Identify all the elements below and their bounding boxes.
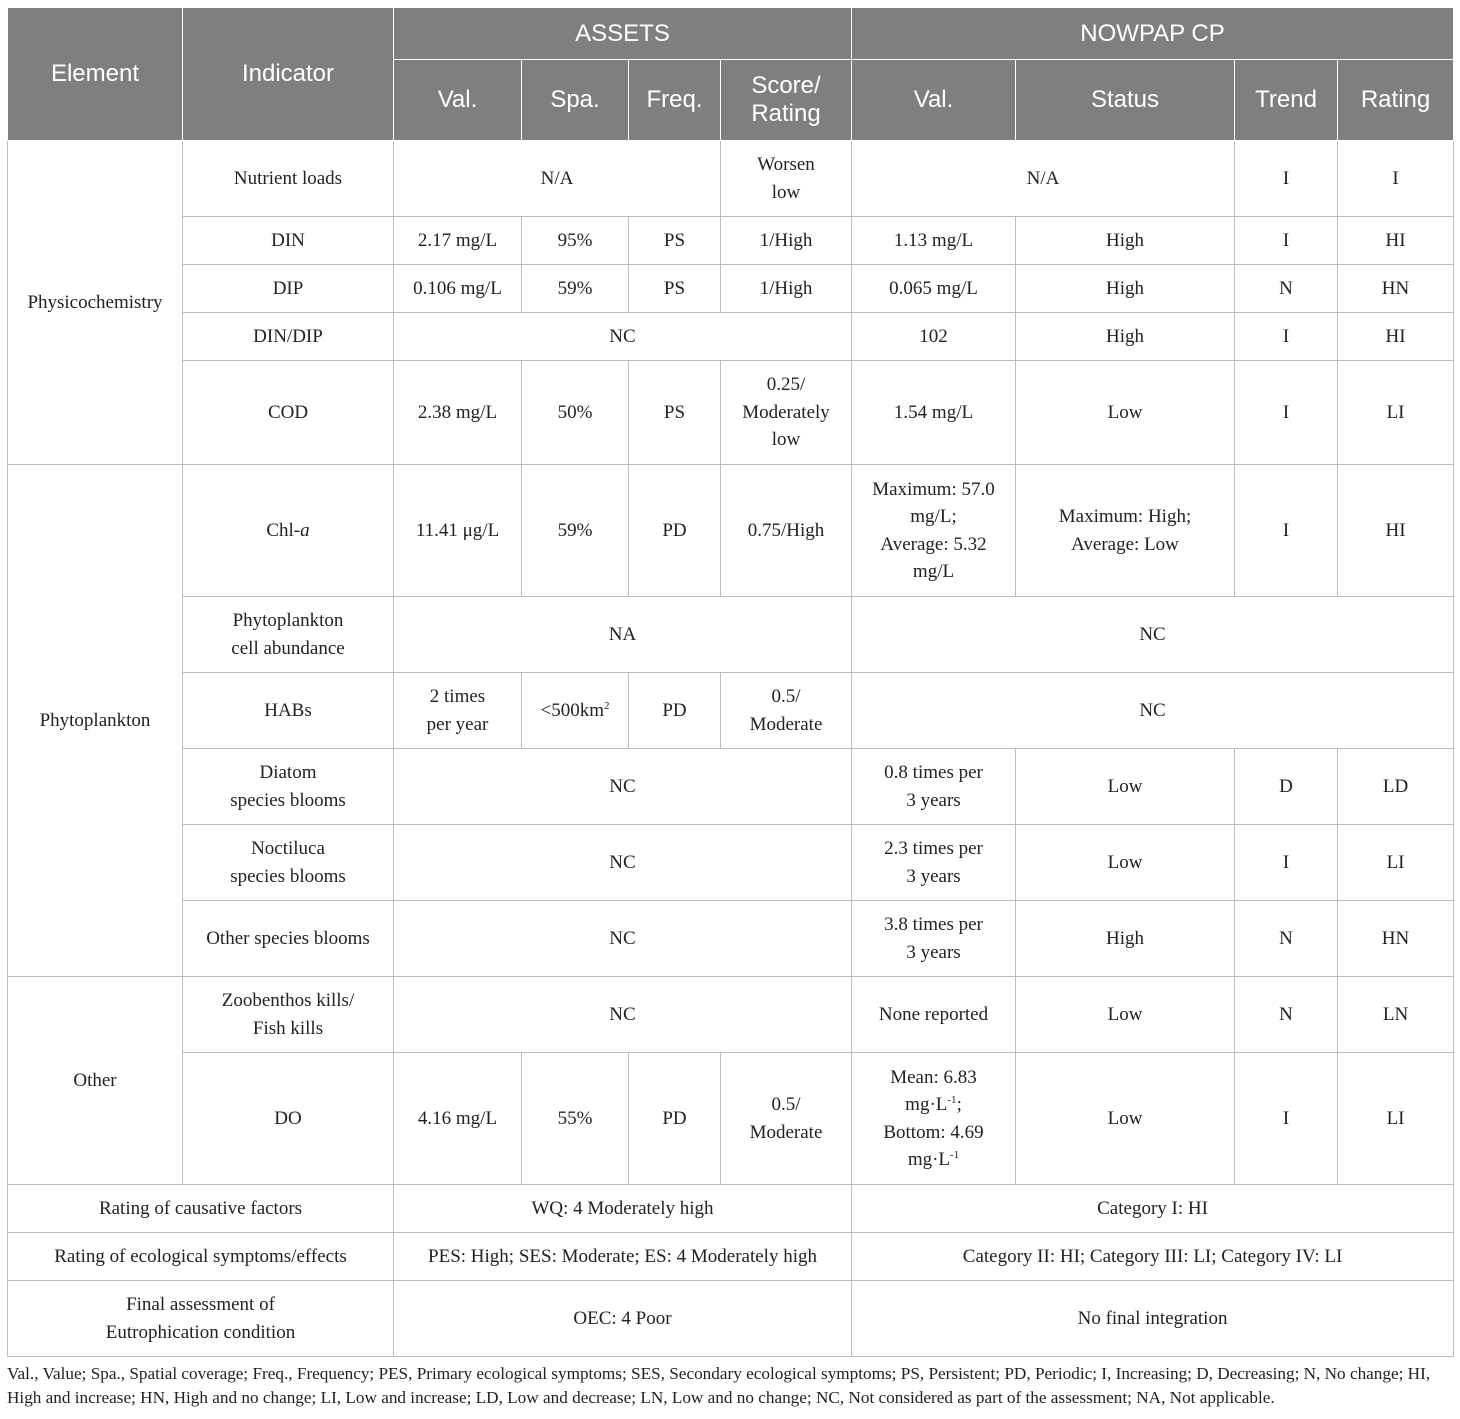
assets-merged-cell: NC [394, 313, 852, 361]
freq-cell: PD [629, 465, 721, 597]
do-mean-unit-exp: -1 [947, 1094, 957, 1106]
spa-cell: 55% [522, 1053, 629, 1185]
score-cell: 0.25/ Moderately low [721, 361, 852, 465]
spa-cell: 59% [522, 265, 629, 313]
table-row [8, 217, 1454, 265]
spa-value: <500km [540, 699, 604, 721]
spa-cell: 59% [522, 465, 629, 597]
trend-cell: I [1235, 825, 1338, 901]
group-phytoplankton: Phytoplankton [8, 465, 183, 977]
indicator-prefix: Chl- [266, 519, 301, 541]
freq-cell: PD [629, 1053, 721, 1185]
indicator-cell: DIN/DIP [183, 313, 394, 361]
score-cell: 1/High [721, 217, 852, 265]
header-element: Element [8, 8, 183, 141]
rating-cell: HI [1338, 217, 1454, 265]
assets-merged-cell: NC [394, 977, 852, 1053]
nowpap-val-cell: 1.13 mg/L [852, 217, 1016, 265]
spa-cell: 50% [522, 361, 629, 465]
trend-cell: I [1235, 141, 1338, 217]
do-mean-unit: mg·L [905, 1094, 948, 1115]
rating-cell: LI [1338, 361, 1454, 465]
trend-cell: I [1235, 217, 1338, 265]
table-row [8, 361, 1454, 465]
rating-cell: HI [1338, 313, 1454, 361]
score-cell: Worsen low [721, 141, 852, 217]
nowpap-val-cell: 1.54 mg/L [852, 361, 1016, 465]
trend-cell: I [1235, 313, 1338, 361]
summary-nowpap: Category II: HI; Category III: LI; Category IV: LI [852, 1233, 1454, 1281]
status-cell: Low [1016, 749, 1235, 825]
table-row [8, 141, 1454, 217]
assets-merged-cell: NC [394, 901, 852, 977]
nowpap-val-cell: 2.3 times per 3 years [852, 825, 1016, 901]
freq-cell: PS [629, 217, 721, 265]
summary-label: Rating of ecological symptoms/effects [8, 1233, 394, 1281]
indicator-cell: Nutrient loads [183, 141, 394, 217]
assets-merged-cell: NC [394, 749, 852, 825]
table-header [8, 8, 1454, 141]
table-row [8, 1053, 1454, 1185]
rating-cell: HI [1338, 465, 1454, 597]
header-nowpap: NOWPAP CP [852, 8, 1454, 60]
summary-label: Final assessment of Eutrophication condition [8, 1281, 394, 1357]
trend-cell: D [1235, 749, 1338, 825]
indicator-italic: a [300, 519, 310, 541]
summary-assets: OEC: 4 Poor [394, 1281, 852, 1357]
indicator-cell: HABs [183, 673, 394, 749]
rating-cell: LN [1338, 977, 1454, 1053]
nowpap-merged-cell: N/A [852, 141, 1235, 217]
summary-row [8, 1185, 1454, 1233]
rating-cell: HN [1338, 901, 1454, 977]
val-cell: 2 times per year [394, 673, 522, 749]
rating-cell: HN [1338, 265, 1454, 313]
do-bottom-unit-exp: -1 [950, 1149, 960, 1161]
status-cell: Low [1016, 1053, 1235, 1185]
summary-assets: WQ: 4 Moderately high [394, 1185, 852, 1233]
val-cell: 2.17 mg/L [394, 217, 522, 265]
table-body [8, 141, 1454, 1357]
assets-merged-cell: N/A [394, 141, 721, 217]
header-assets-freq: Freq. [629, 60, 721, 141]
indicator-cell: Diatom species blooms [183, 749, 394, 825]
indicator-cell: Other species blooms [183, 901, 394, 977]
nowpap-val-cell: 102 [852, 313, 1016, 361]
header-assets-spa: Spa. [522, 60, 629, 141]
table-row [8, 977, 1454, 1053]
score-cell: 1/High [721, 265, 852, 313]
do-bottom-unit: mg·L [907, 1149, 951, 1170]
table-row [8, 901, 1454, 977]
rating-cell: I [1338, 141, 1454, 217]
header-nowpap-trend: Trend [1235, 60, 1338, 141]
eutrophication-assessment-table [7, 7, 1454, 1357]
indicator-cell: DIP [183, 265, 394, 313]
status-cell: Maximum: High; Average: Low [1016, 465, 1235, 597]
nowpap-val-cell: None reported [852, 977, 1016, 1053]
indicator-cell: Noctiluca species blooms [183, 825, 394, 901]
status-cell: Low [1016, 977, 1235, 1053]
val-cell: 4.16 mg/L [394, 1053, 522, 1185]
table-footnote: Val., Value; Spa., Spatial coverage; Freq., Frequency; PES, Primary ecological symptoms; SES, Secondary ecological symptoms; PS, Persistent; PD, Periodic; I, Increasing; D, Decreasing; N, No change; HI, High and increase; HN, High and no change; LI, Low and increase; LD, Low and decrease; LN, Low and no change; NC, Not considered as part of the assessment; NA, Not applicable. [7, 1364, 1431, 1407]
nowpap-val-cell: Mean: 6.83 $mg\cdot L^{-1}$; Bottom: 4.69 $mg\cdot L^{-1}$ [852, 1053, 1016, 1185]
summary-row [8, 1233, 1454, 1281]
indicator-cell: DIN [183, 217, 394, 265]
summary-nowpap: No final integration [852, 1281, 1454, 1357]
rating-cell: LD [1338, 749, 1454, 825]
score-cell: 0.75/High [721, 465, 852, 597]
group-other: Other [8, 977, 183, 1185]
val-cell: 11.41 μg/L [394, 465, 522, 597]
nowpap-val-cell: 0.065 mg/L [852, 265, 1016, 313]
status-cell: High [1016, 313, 1235, 361]
spa-cell [522, 673, 629, 749]
spa-cell: 95% [522, 217, 629, 265]
score-cell: 0.5/ Moderate [721, 673, 852, 749]
table-row [8, 749, 1454, 825]
freq-cell: PS [629, 361, 721, 465]
trend-cell: N [1235, 265, 1338, 313]
freq-cell: PS [629, 265, 721, 313]
indicator-cell: COD [183, 361, 394, 465]
table-row [8, 465, 1454, 597]
trend-cell: I [1235, 1053, 1338, 1185]
status-cell: High [1016, 901, 1235, 977]
status-cell: Low [1016, 361, 1235, 465]
indicator-cell: Phytoplankton cell abundance [183, 597, 394, 673]
header-assets-score: Score/ Rating [721, 60, 852, 141]
header-indicator: Indicator [183, 8, 394, 141]
val-cell: 2.38 mg/L [394, 361, 522, 465]
assets-merged-cell: NC [394, 825, 852, 901]
trend-cell: N [1235, 901, 1338, 977]
group-physicochemistry: Physicochemistry [8, 141, 183, 465]
nowpap-merged-cell: NC [852, 597, 1454, 673]
nowpap-val-cell: Maximum: 57.0 mg/L; Average: 5.32 mg/L [852, 465, 1016, 597]
header-nowpap-rating: Rating [1338, 60, 1454, 141]
nowpap-merged-cell: NC [852, 673, 1454, 749]
summary-assets: PES: High; SES: Moderate; ES: 4 Moderately high [394, 1233, 852, 1281]
assets-merged-cell: NA [394, 597, 852, 673]
spa-superscript: 2 [604, 699, 610, 712]
table-row [8, 825, 1454, 901]
status-cell: High [1016, 265, 1235, 313]
do-bottom: Bottom: 4.69 [883, 1121, 984, 1143]
summary-nowpap: Category I: HI [852, 1185, 1454, 1233]
header-nowpap-status: Status [1016, 60, 1235, 141]
val-cell: 0.106 mg/L [394, 265, 522, 313]
summary-label: Rating of causative factors [8, 1185, 394, 1233]
indicator-cell [183, 465, 394, 597]
nowpap-val-cell: 3.8 times per 3 years [852, 901, 1016, 977]
trend-cell: I [1235, 465, 1338, 597]
table-row [8, 597, 1454, 673]
freq-cell: PD [629, 673, 721, 749]
header-assets: ASSETS [394, 8, 852, 60]
status-cell: High [1016, 217, 1235, 265]
header-nowpap-val: Val. [852, 60, 1016, 141]
table-row [8, 265, 1454, 313]
indicator-cell: Zoobenthos kills/ Fish kills [183, 977, 394, 1053]
table-row [8, 673, 1454, 749]
do-mean: Mean: 6.83 [890, 1066, 977, 1088]
trend-cell: N [1235, 977, 1338, 1053]
table-row [8, 313, 1454, 361]
rating-cell: LI [1338, 1053, 1454, 1185]
header-assets-val: Val. [394, 60, 522, 141]
rating-cell: LI [1338, 825, 1454, 901]
indicator-cell: DO [183, 1053, 394, 1185]
status-cell: Low [1016, 825, 1235, 901]
trend-cell: I [1235, 361, 1338, 465]
table-container [7, 7, 1453, 1357]
nowpap-val-cell: 0.8 times per 3 years [852, 749, 1016, 825]
summary-row [8, 1281, 1454, 1357]
score-cell: 0.5/ Moderate [721, 1053, 852, 1185]
